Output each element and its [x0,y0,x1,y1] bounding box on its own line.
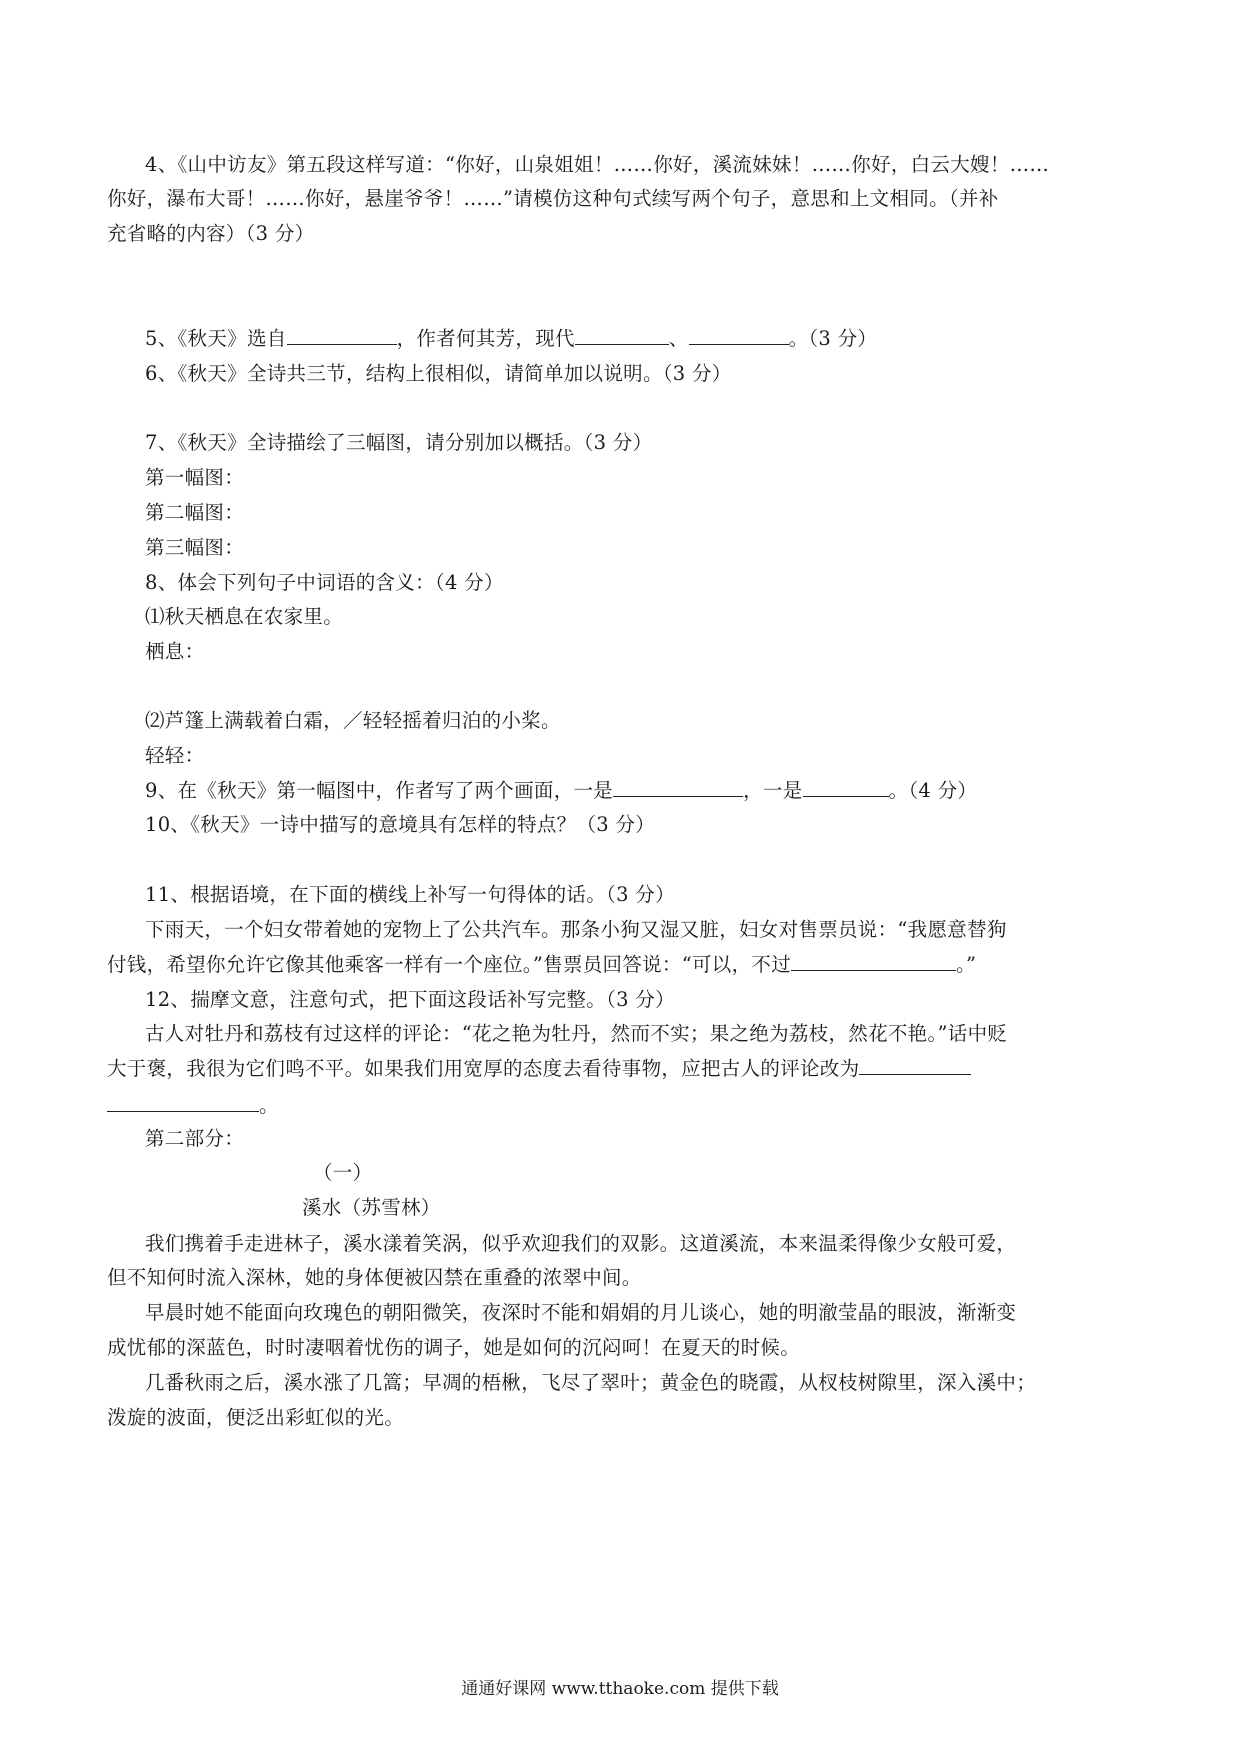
q9-text-1: 9、在《秋天》第一幅图中，作者写了两个画面，一是 [145,779,614,802]
passage-p1-line-1: 我们携着手走进林子，溪水漾着笑涡，似乎欢迎我们的双影。这道溪流，本来温柔得像少女般可爱， [145,1232,1017,1255]
q5-text-4: 。（3 分） [788,327,878,350]
q9-blank-2[interactable] [803,795,889,797]
passage-p3-line-1: 几番秋雨之后，溪水涨了几篙；早凋的梧楸，飞尽了翠叶；黄金色的晓霞，从杈枝树隙里，深入溪中； [145,1371,1037,1394]
q5-text-1: 5、《秋天》选自 [145,327,287,350]
q9-text-3: 。（4 分） [888,779,978,802]
q7-title: 7、《秋天》全诗描绘了三幅图，请分别加以概括。（3 分） [145,431,653,454]
q12-line-2 [107,1059,971,1079]
q12-line-1: 古人对牡丹和荔枝有过这样的评论：“花之艳为牡丹，然而不实；果之绝为荔枝，然花不艳。”话中贬 [145,1022,1008,1045]
page-footer: 通通好课网 www.tthaoke.com 提供下载 [461,1679,779,1699]
q12-text: 大于褒，我很为它们鸣不平。如果我们用宽厚的态度去看待事物，应把古人的评论改为 [107,1057,860,1080]
q5-text-3: 、 [668,327,689,350]
q8-title: 8、体会下列句子中词语的含义：（4 分） [145,571,504,594]
passage-title: 溪水（苏雪林） [302,1196,441,1219]
q5-text-2: ，作者何其芳，现代 [396,327,575,350]
q11-text-2: 。” [956,953,977,976]
q12-blank-2[interactable] [107,1110,259,1112]
q9-text-2: ，一是 [743,779,803,802]
passage-p3-line-2: 泼旋的波面，便泛出彩虹似的光。 [107,1406,405,1429]
q7-item-1: 第一幅图： [145,466,245,489]
q4-line-3: 充省略的内容）（3 分） [107,222,315,245]
q8-sentence-2: ⑵芦篷上满载着白霜，／轻轻摇着归泊的小桨。 [145,709,561,732]
q9-line [145,781,977,801]
q12-title: 12、揣摩文意，注意句式，把下面这段话补写完整。（3 分） [145,988,675,1011]
part2-section-number: （一） [313,1161,373,1184]
q7-item-3: 第三幅图： [145,536,245,559]
passage-p2-line-2: 成忧郁的深蓝色，时时凄咽着忧伤的调子，她是如何的沉闷呵！在夏天的时候。 [107,1336,801,1359]
q11-text-1: 付钱，希望你允许它像其他乘客一样有一个座位。”售票员回答说：“可以，不过 [107,953,791,976]
q8-sentence-1: ⑴秋天栖息在农家里。 [145,605,344,628]
q7-item-2: 第二幅图： [145,501,245,524]
q12-line-3 [107,1096,279,1116]
q11-line-1: 下雨天，一个妇女带着她的宠物上了公共汽车。那条小狗又湿又脏，妇女对售票员说：“我愿意替狗 [145,918,1007,941]
q8-word-1: 栖息： [145,640,205,663]
part2-heading: 第二部分： [145,1127,245,1150]
q5-blank-2[interactable] [689,343,789,345]
q6-line: 6、《秋天》全诗共三节，结构上很相似，请简单加以说明。（3 分） [145,362,732,385]
q11-blank[interactable] [791,969,956,971]
passage-p2-line-1: 早晨时她不能面向玫瑰色的朝阳微笑，夜深时不能和娟娟的月儿谈心，她的明澈莹晶的眼波，渐渐变 [145,1301,1017,1324]
passage-p1-line-2: 但不知何时流入深林，她的身体便被囚禁在重叠的浓翠中间。 [107,1266,642,1289]
q12-end: 。 [259,1094,279,1117]
q11-line-2 [107,955,976,975]
q8-word-2: 轻轻： [145,744,205,767]
q9-blank-1[interactable] [613,795,743,797]
q4-line-1: 4、《山中访友》第五段这样写道：“你好，山泉姐姐！……你好，溪流妹妹！……你好，白云大嫂！…… [145,153,1050,176]
q10-line: 10、《秋天》一诗中描写的意境具有怎样的特点？（3 分） [145,813,656,836]
q4-line-2: 你好，瀑布大哥！……你好，悬崖爷爷！……”请模仿这种句式续写两个句子，意思和上文相同。（并补 [107,187,999,210]
q12-blank-1[interactable] [859,1073,971,1075]
q5-line [145,329,877,349]
q11-title: 11、根据语境，在下面的横线上补写一句得体的话。（3 分） [145,883,675,906]
q5-blank-1[interactable] [575,343,669,345]
q5-blank-source[interactable] [287,343,397,345]
